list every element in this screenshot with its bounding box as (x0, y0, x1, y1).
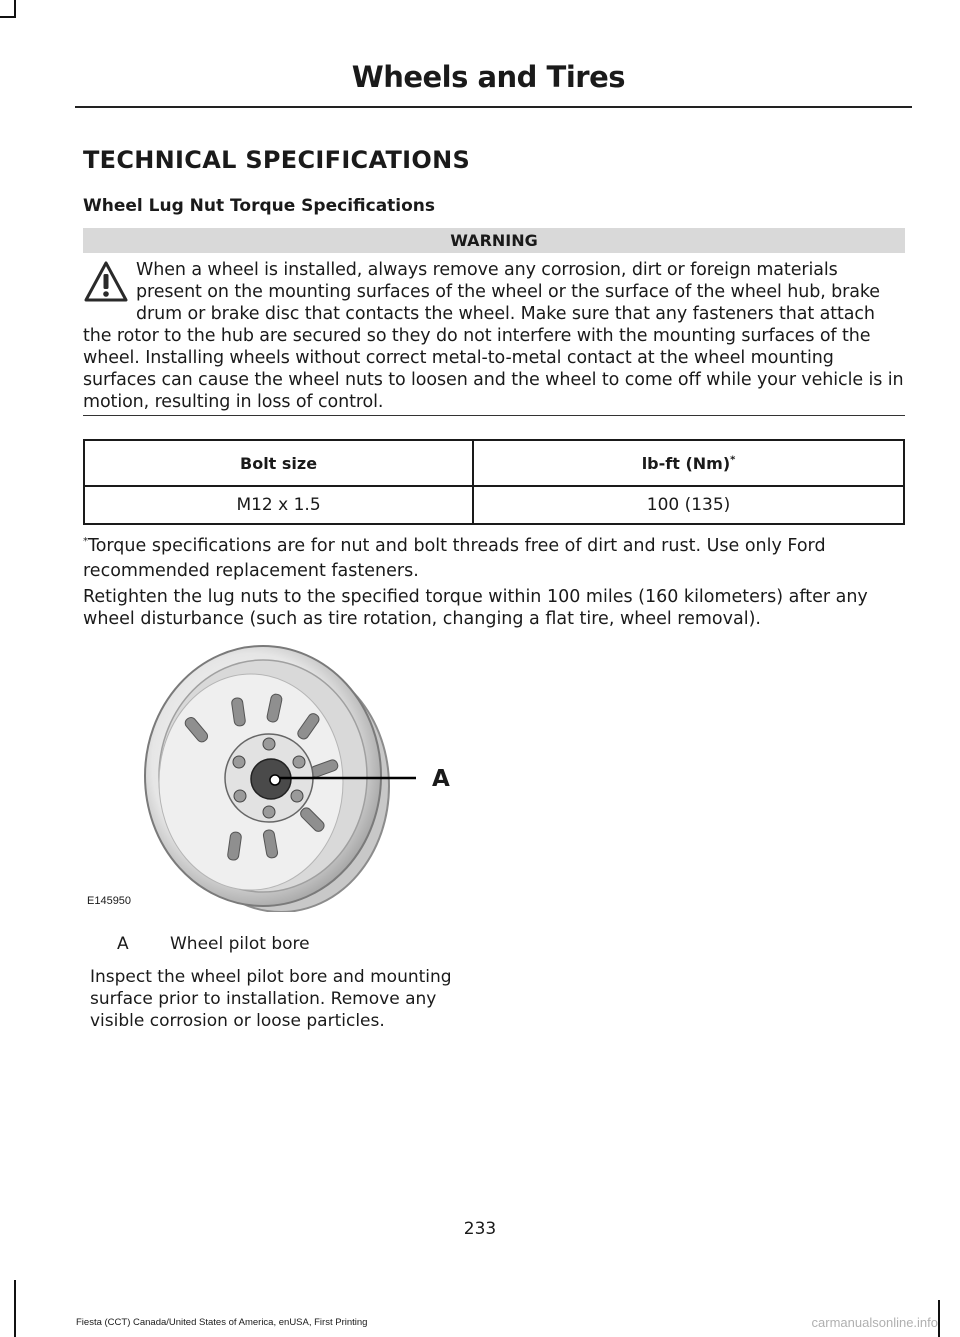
page-footer: Fiesta (CCT) Canada/United States of America, enUSA, First Printing (76, 1317, 368, 1328)
figure-code: E145950 (87, 895, 132, 907)
table-row (84, 486, 904, 524)
warning-banner: WARNING (83, 228, 905, 253)
cell-torque: 100 (135) (473, 486, 904, 524)
footnote-text: Torque specifications are for nut and bolt threads free of dirt and rust. Use only Ford recommended replacement fasteners. (83, 535, 826, 581)
legend-label: Wheel pilot bore (170, 934, 310, 954)
warning-icon-spacer (83, 259, 136, 325)
footnote-marker: * (730, 454, 736, 466)
warning-text: When a wheel is installed, always remove any corrosion, dirt or foreign materials present on the mounting surfaces of the wheel or the surface of the wheel hub, brake drum or brake disc that contacts the wheel. Make sure that any fasteners that attach the rotor to the hub are secured so they do not interfere with the mounting surfaces of the wheel. Installing wheels without correct metal-to-metal contact at the wheel mounting surfaces can cause the wheel nuts to loosen and the wheel to come off while your vehicle is in motion, resulting in loss of control. (83, 260, 904, 412)
table-header-row (84, 440, 904, 486)
column-header-bolt-size: Bolt size (84, 440, 473, 486)
section-subtitle: Wheel Lug Nut Torque Specifications (83, 196, 436, 216)
wheel-illustration (83, 636, 463, 912)
header-divider (75, 106, 912, 108)
inspect-paragraph: Inspect the wheel pilot bore and mounting surface prior to installation. Remove any visible corrosion or loose particles. (90, 967, 452, 1031)
legend-key: A (117, 934, 129, 954)
crop-mark (14, 0, 16, 17)
figure-callout-A: A (432, 766, 450, 792)
warning-text-block (83, 259, 907, 413)
footnote (83, 529, 913, 584)
watermark: carmanualsonline.info (811, 1315, 938, 1330)
footnote-marker: * (83, 536, 88, 547)
page-number: 233 (463, 1219, 497, 1239)
crop-mark (0, 16, 16, 18)
warning-divider (83, 415, 905, 416)
column-header-torque: lb-ft (Nm)* (473, 440, 904, 486)
section-title: TECHNICAL SPECIFICATIONS (83, 146, 471, 174)
crop-mark (938, 1300, 940, 1337)
page-header-title: Wheels and Tires (351, 60, 625, 94)
retighten-paragraph: Retighten the lug nuts to the specified torque within 100 miles (160 kilometers) after any wheel disturbance (such as tire rotation, changing a flat tire, wheel removal). (83, 587, 868, 629)
crop-mark (14, 1280, 16, 1337)
cell-bolt-size: M12 x 1.5 (84, 486, 473, 524)
torque-spec-table (83, 439, 905, 525)
